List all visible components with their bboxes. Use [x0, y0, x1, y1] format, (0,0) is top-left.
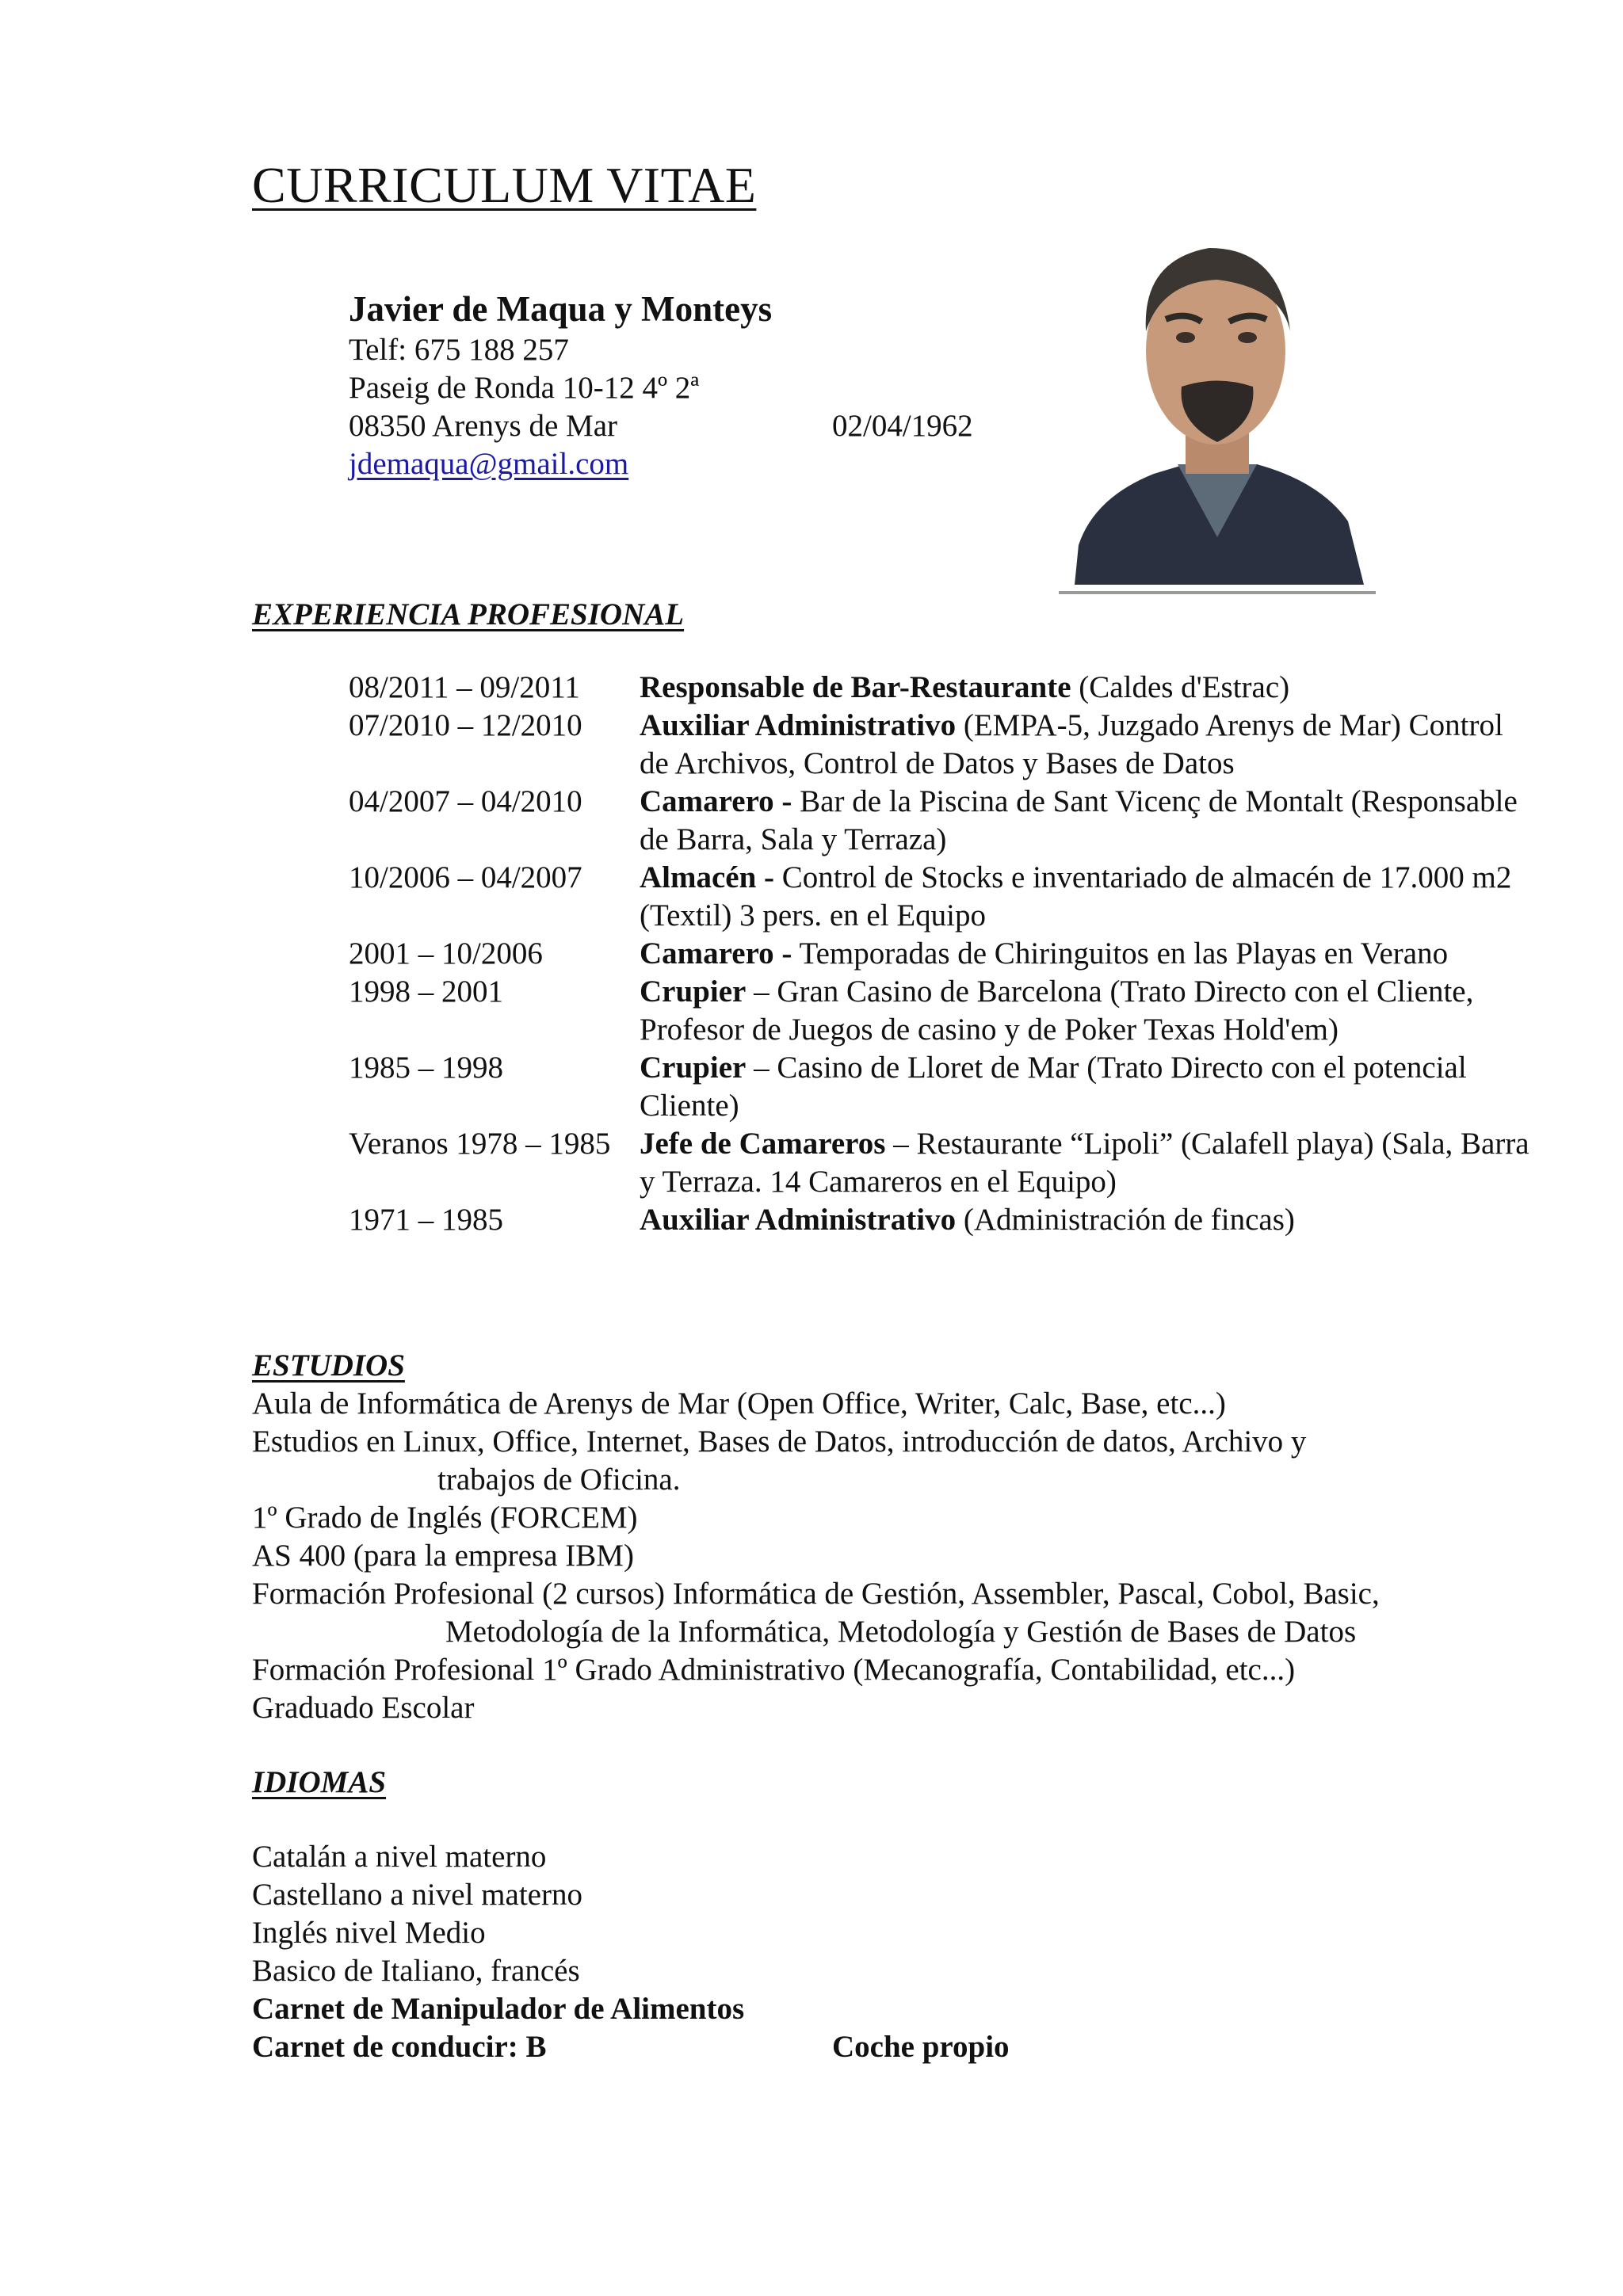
entry-detail: (Caldes d'Estrac) — [1071, 670, 1290, 704]
study-line-continued: Metodología de la Informática, Metodología y Gestión de Bases de Datos — [445, 1615, 1357, 1649]
entry-role: Camarero - — [640, 936, 792, 971]
experience-list — [349, 669, 1537, 1239]
entry-detail: – Gran Casino de Barcelona (Trato Directo con el Cliente, Profesor de Juegos de casino y de Poker Texas Hold'em) — [640, 974, 1474, 1047]
birthdate: 02/04/1962 — [832, 409, 973, 443]
entry-role: Jefe de Camareros — [640, 1127, 886, 1161]
study-line: Formación Profesional (2 cursos) Informática de Gestión, Assembler, Pascal, Cobol, Basic, — [252, 1577, 1380, 1611]
entry-date: 04/2007 – 04/2010 — [349, 784, 582, 818]
page-title: CURRICULUM VITAE — [252, 157, 757, 213]
experience-entry — [349, 1125, 1537, 1201]
entry-role: Crupier — [640, 1051, 747, 1085]
entry-role: Auxiliar Administrativo — [640, 708, 957, 742]
entry-detail: – Casino de Lloret de Mar (Trato Directo con el potencial Cliente) — [640, 1051, 1467, 1123]
person-name: Javier de Maqua y Monteys — [349, 289, 773, 329]
entry-role: Crupier — [640, 974, 747, 1009]
experience-entry — [349, 669, 1537, 707]
language-line: Catalán a nivel materno — [252, 1840, 547, 1874]
entry-detail: Bar de la Piscina de Sant Vicenç de Montalt (Responsable de Barra, Sala y Terraza) — [640, 784, 1518, 856]
study-line: Estudios en Linux, Office, Internet, Bases de Datos, introducción de datos, Archivo y — [252, 1425, 1307, 1459]
phone: Telf: 675 188 257 — [349, 333, 569, 367]
profile-photo — [1059, 212, 1376, 601]
experience-entry — [349, 1201, 1537, 1239]
entry-role: Responsable de Bar-Restaurante — [640, 670, 1071, 704]
entry-detail: (Administración de fincas) — [956, 1203, 1295, 1237]
experience-entry — [349, 707, 1537, 783]
language-line: Inglés nivel Medio — [252, 1916, 486, 1950]
language-line: Basico de Italiano, francés — [252, 1954, 580, 1988]
entry-role: Auxiliar Administrativo — [640, 1203, 957, 1237]
study-line: Formación Profesional 1º Grado Administrativo (Mecanografía, Contabilidad, etc...) — [252, 1653, 1296, 1687]
experience-entry — [349, 859, 1537, 935]
experience-entry — [349, 935, 1537, 973]
experience-entry — [349, 973, 1537, 1049]
entry-date: 1985 – 1998 — [349, 1051, 503, 1085]
study-line: Graduado Escolar — [252, 1691, 475, 1725]
study-line: AS 400 (para la empresa IBM) — [252, 1539, 634, 1573]
food-handler-card: Carnet de Manipulador de Alimentos — [252, 1992, 745, 2026]
study-line: Aula de Informática de Arenys de Mar (Open Office, Writer, Calc, Base, etc...) — [252, 1386, 1226, 1421]
entry-detail: – Restaurante “Lipoli” (Calafell playa) (Sala, Barra y Terraza. 14 Camareros en el Equipo) — [640, 1127, 1529, 1199]
experience-entry — [349, 1049, 1537, 1125]
entry-detail: Control de Stocks e inventariado de almacén de 17.000 m2 (Textil) 3 pers. en el Equipo — [640, 860, 1512, 933]
entry-date: Veranos 1978 – 1985 — [349, 1127, 611, 1161]
study-line-continued: trabajos de Oficina. — [437, 1463, 681, 1497]
entry-detail: Temporadas de Chiringuitos en las Playas en Verano — [792, 936, 1449, 971]
experience-heading: EXPERIENCIA PROFESIONAL — [252, 597, 685, 631]
entry-role: Camarero - — [640, 784, 792, 818]
experience-entry — [349, 783, 1537, 859]
entry-date: 07/2010 – 12/2010 — [349, 708, 582, 742]
study-line: 1º Grado de Inglés (FORCEM) — [252, 1501, 638, 1535]
email-link[interactable]: jdemaqua@gmail.com — [349, 447, 629, 481]
entry-date: 1998 – 2001 — [349, 974, 503, 1009]
studies-heading: ESTUDIOS — [252, 1348, 405, 1383]
address-line-2: 08350 Arenys de Mar — [349, 409, 618, 443]
entry-detail: (EMPA-5, Juzgado Arenys de Mar) Control de Archivos, Control de Datos y Bases de Datos — [640, 708, 1503, 780]
address-line-1: Paseig de Ronda 10-12 4º 2ª — [349, 371, 700, 405]
entry-date: 10/2006 – 04/2007 — [349, 860, 582, 894]
languages-heading: IDIOMAS — [252, 1765, 387, 1799]
entry-role: Almacén - — [640, 860, 775, 894]
driving-license: Carnet de conducir: B — [252, 2030, 547, 2064]
entry-date: 2001 – 10/2006 — [349, 936, 543, 971]
entry-date: 08/2011 – 09/2011 — [349, 670, 580, 704]
own-car: Coche propio — [832, 2030, 1010, 2064]
language-line: Castellano a nivel materno — [252, 1878, 582, 1912]
entry-date: 1971 – 1985 — [349, 1203, 503, 1237]
